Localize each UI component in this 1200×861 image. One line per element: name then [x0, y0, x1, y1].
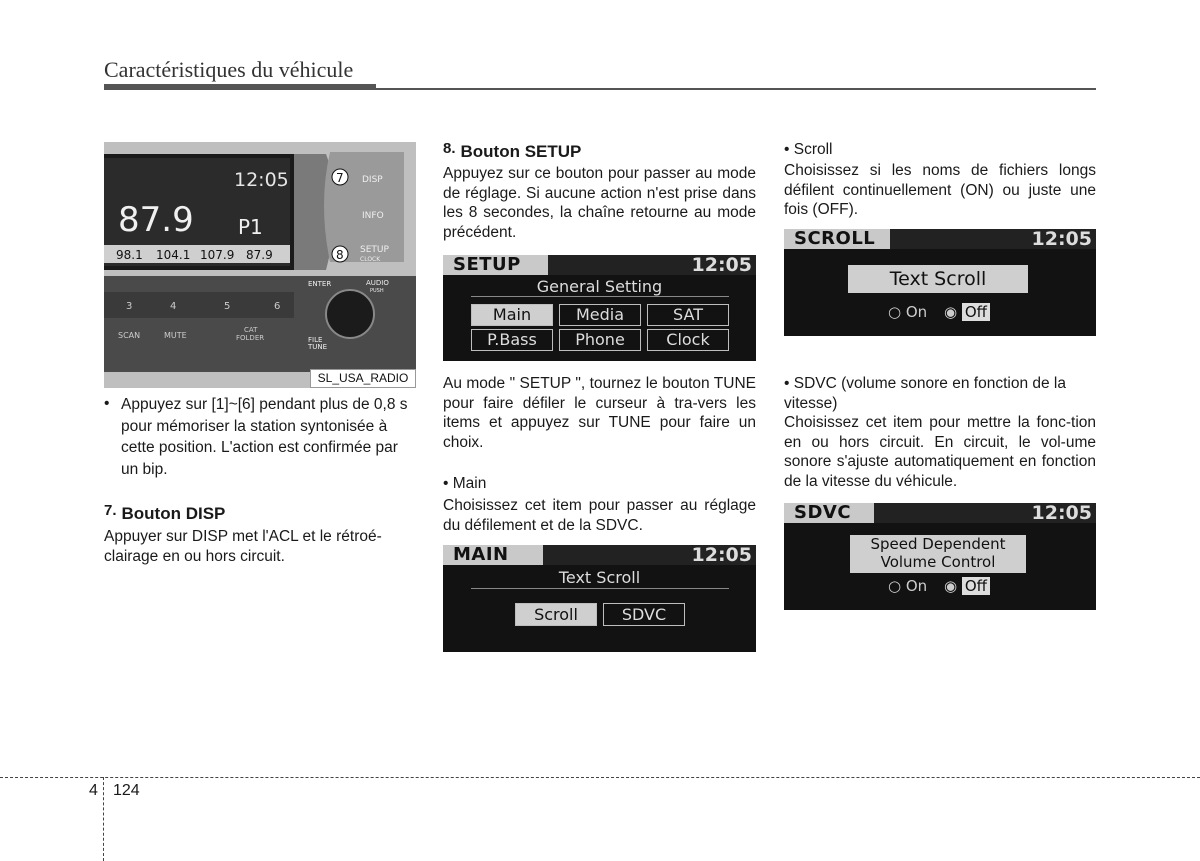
main-divider: [471, 588, 729, 589]
scroll-off-option: [944, 303, 990, 321]
radio-clock: 12:05: [234, 169, 289, 191]
sdvc-screen-title: SDVC: [784, 503, 874, 523]
main-screen: [443, 545, 756, 652]
clock-label: CLOCK: [360, 256, 381, 263]
sdvc-off-label: Off: [962, 577, 990, 595]
scroll-screen-clock: 12:05: [1031, 229, 1092, 250]
cat-label: CAT: [244, 326, 258, 334]
chapter-number: 4: [89, 782, 98, 799]
section-8-heading: Bouton SETUP: [460, 142, 582, 161]
info-label: INFO: [362, 211, 384, 221]
main-screen-subtitle: Text Scroll: [558, 568, 641, 587]
sdvc-box: [850, 535, 1026, 573]
scan-label: SCAN: [118, 331, 141, 340]
key-5: 5: [224, 301, 231, 312]
key-4: 4: [170, 301, 177, 312]
section-8-text: Appuyez sur ce bouton pour passer au mode de réglage. Si aucune action n'est prise dans les 8 secondes, la chaîne retourne au mode précédent.: [443, 165, 756, 241]
section-7-text: Appuyer sur DISP met l'ACL et le rétroé-clairage en ou hors circuit.: [104, 528, 382, 565]
section-8-title: [443, 142, 581, 162]
callout-8: 8: [336, 248, 344, 262]
scroll-screen-title: SCROLL: [784, 229, 890, 249]
mute-label: MUTE: [164, 331, 187, 340]
header-rule-thin: [376, 88, 1096, 90]
setup-mode-text: Au mode " SETUP ", tournez le bouton TUNE pour faire défiler le curseur à tra-vers les items et appuyez sur TUNE pour faire un choix.: [443, 375, 756, 451]
section-8-number: 8.: [443, 140, 456, 157]
setup-screen-title: SETUP: [443, 255, 548, 275]
setup-screen-subtitle: General Setting: [536, 277, 663, 296]
radio-preset: P1: [238, 215, 263, 239]
text-scroll-box: Text Scroll: [848, 265, 1028, 293]
scroll-on-option: [888, 303, 927, 321]
main-screen-title: MAIN: [443, 545, 543, 565]
enter-label: ENTER: [308, 280, 332, 288]
main-text: Choisissez cet item pour passer au réglage du défilement et de la SDVC.: [443, 497, 756, 534]
radio-off-icon: ○: [888, 303, 906, 321]
radio-on-icon: ◉: [944, 577, 962, 595]
radio-photo: [104, 142, 416, 388]
setup-phone-button: Phone: [559, 329, 641, 351]
footer-vertical-rule: [103, 777, 104, 861]
disp-label: DISP: [362, 175, 383, 185]
setup-label: SETUP: [360, 245, 389, 255]
preset-1: 98.1: [116, 248, 143, 262]
image-caption: SL_USA_RADIO: [310, 369, 416, 388]
scroll-off-label: Off: [962, 303, 990, 321]
main-sdvc-button: SDVC: [603, 603, 685, 626]
setup-sat-button: SAT: [647, 304, 729, 326]
main-scroll-button: Scroll: [515, 603, 597, 626]
radio-illustration: [104, 142, 416, 388]
main-bullet: • Main: [443, 475, 487, 492]
tune-label: TUNE: [308, 343, 328, 351]
folder-label: FOLDER: [236, 334, 265, 342]
push-label: PUSH: [370, 288, 384, 294]
scroll-screen: [784, 229, 1096, 336]
bullet-marker: •: [104, 395, 110, 412]
key-6: 6: [274, 301, 281, 312]
section-7-title: [104, 504, 225, 524]
footer-rule: [0, 777, 1200, 778]
scroll-on-label: On: [905, 303, 928, 321]
audio-label: AUDIO: [366, 279, 389, 287]
radio-frequency: 87.9: [118, 200, 194, 240]
setup-clock-button: Clock: [647, 329, 729, 351]
sdvc-screen-clock: 12:05: [1031, 503, 1092, 524]
sdvc-bullet: • SDVC (volume sonore en fonction de la vitesse): [784, 375, 1066, 412]
sdvc-box-line1: Speed Dependent: [870, 535, 1006, 553]
setup-screen: [443, 255, 756, 361]
section-7-number: 7.: [104, 502, 117, 519]
sdvc-off-option: [944, 577, 990, 595]
sdvc-screen: [784, 503, 1096, 610]
page-number: 124: [113, 782, 140, 799]
preset-3: 107.9: [200, 248, 235, 262]
sdvc-box-line2: Volume Control: [880, 553, 996, 571]
main-screen-clock: 12:05: [691, 545, 752, 566]
radio-on-icon: ◉: [944, 303, 962, 321]
setup-media-button: Media: [559, 304, 641, 326]
key-3: 3: [126, 301, 133, 312]
preset-bullet-text: Appuyez sur [1]~[6] pendant plus de 0,8 s pour mémoriser la station syntonisée à cette position. L'action est confirmée par un bip.: [121, 396, 408, 478]
radio-off-icon: ○: [888, 577, 906, 595]
file-label: FILE: [308, 336, 323, 344]
scroll-bullet: • Scroll: [784, 141, 833, 158]
section-7-heading: Bouton DISP: [121, 504, 226, 523]
header-rule-thick: [104, 84, 376, 90]
setup-divider: [471, 296, 729, 297]
sdvc-on-label: On: [905, 577, 928, 595]
callout-7: 7: [336, 171, 344, 185]
preset-2: 104.1: [156, 248, 191, 262]
setup-pbass-button: P.Bass: [471, 329, 553, 351]
sdvc-on-option: [888, 577, 927, 595]
setup-main-button: Main: [471, 304, 553, 326]
preset-4: 87.9: [246, 248, 273, 262]
setup-screen-clock: 12:05: [691, 255, 752, 276]
sdvc-text: Choisissez cet item pour mettre la fonc-tion en ou hors circuit. En circuit, le vol-ume sonore s'ajuste automatiquement en fonction de la vitesse du véhicule.: [784, 414, 1096, 490]
running-header: Caractéristiques du véhicule: [104, 57, 354, 82]
scroll-text: Choisissez si les noms de fichiers longs défilent continuellement (ON) ou juste une fois (OFF).: [784, 162, 1096, 218]
